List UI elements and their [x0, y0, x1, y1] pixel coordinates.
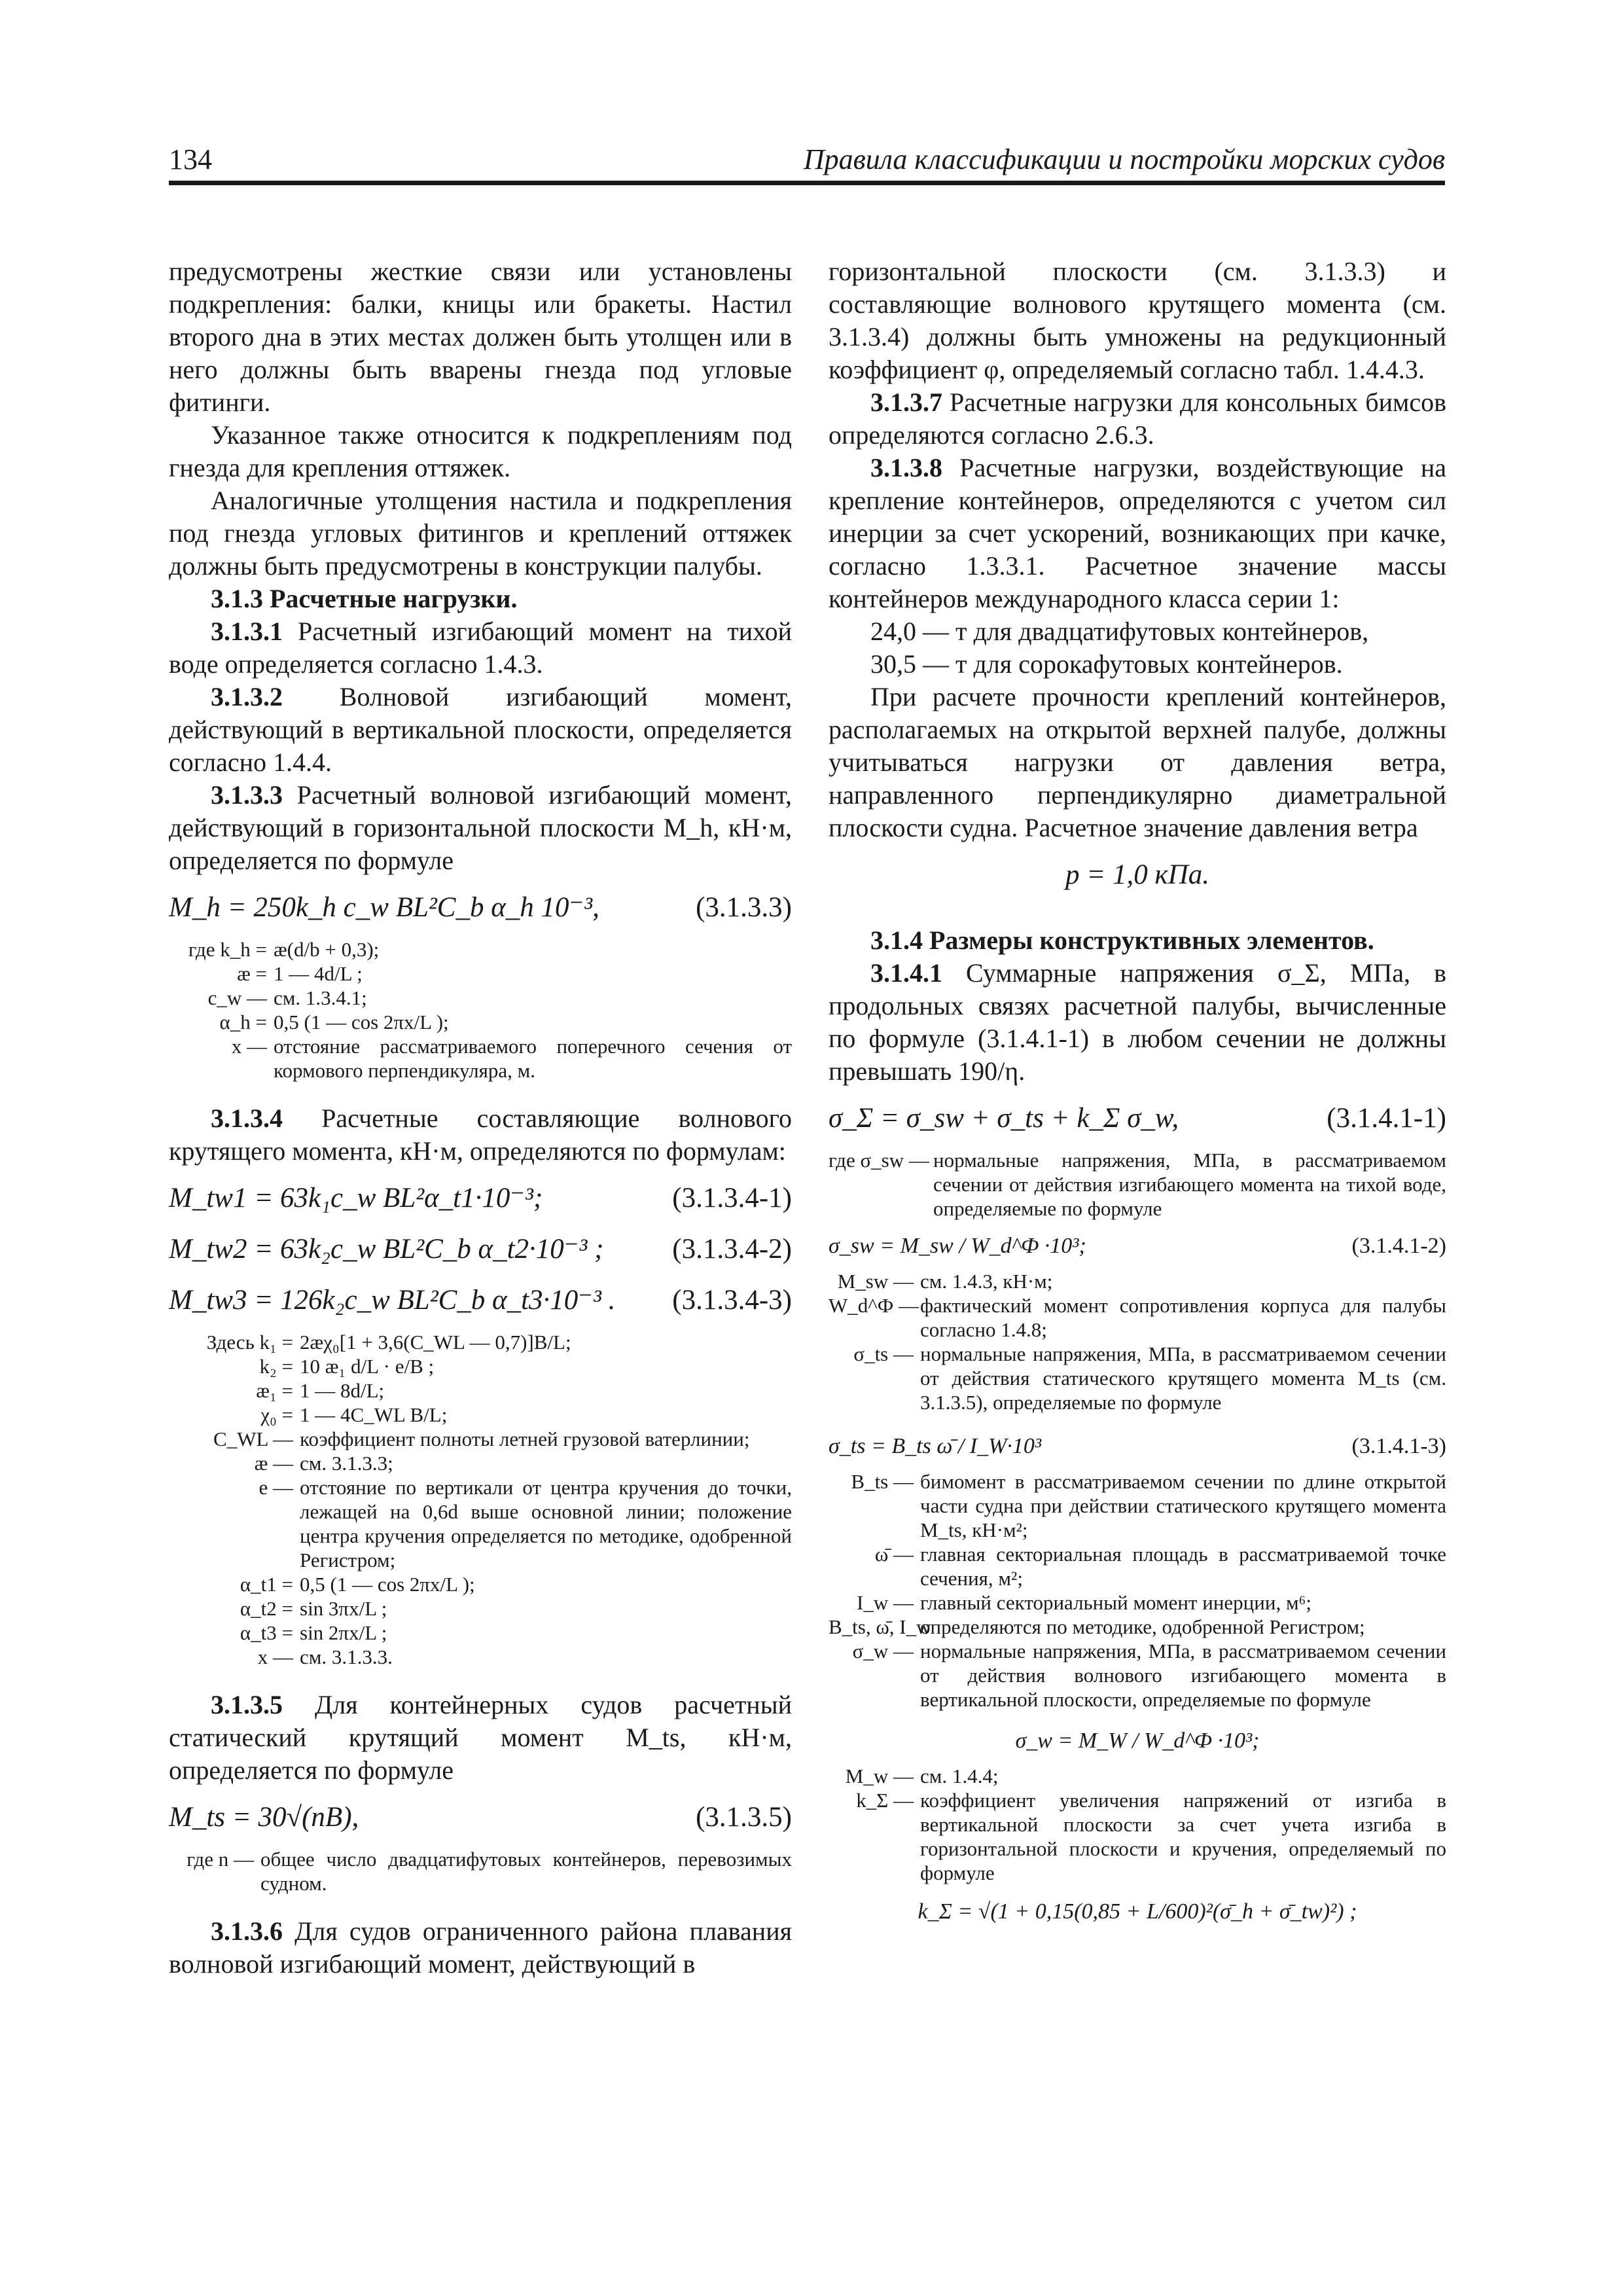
- clause-text: Для судов ограниченного района плавания волновой изгибающий момент, действующий в: [169, 1916, 792, 1979]
- formula-expression: M_ts = 30√(nB),: [169, 1802, 359, 1833]
- definition-row: [829, 1293, 1446, 1342]
- paragraph: предусмотрены жесткие связи или установлены подкрепления: балки, кницы или бракеты. Настил второго дна в этих местах должен быть утолщен или в него должны быть вварены гнезда под угловые фитинги.: [169, 257, 792, 417]
- definition-row: [829, 1788, 1446, 1885]
- clause-number: 3.1.3.7: [870, 387, 942, 417]
- clause-text: Расчетный волновой изгибающий момент, действующий в горизонтальной плоскости M_h, кН·м, определяется по формуле: [169, 780, 792, 875]
- definition-text: 1 — 8d/L;: [300, 1379, 385, 1402]
- formula-number: (3.1.3.3): [696, 892, 792, 923]
- definition-label: æ —: [254, 1452, 293, 1475]
- definition-text: 10 æ₁ d/L · e/B ;: [300, 1355, 435, 1378]
- page-number: 134: [169, 143, 212, 175]
- definition-text: нормальные напряжения, МПа, в рассматриваемом сечении от действия статического крутящего момента M_ts (см. 3.1.3.5), определяемые по формуле: [920, 1342, 1446, 1414]
- definition-row: [829, 1342, 1446, 1414]
- definition-text: 1 — 4d/L ;: [274, 962, 363, 985]
- formula-number: (3.1.3.4-3): [672, 1285, 792, 1316]
- clause-text: Расчетный изгибающий момент на тихой воде определяется согласно 1.4.3.: [169, 617, 792, 679]
- clause-text: Суммарные напряжения σ_Σ, МПа, в продольных связях расчетной палубы, вычисленные по формуле (3.1.4.1-1) в любом сечении не должны превышать 190/η.: [829, 958, 1446, 1086]
- clause-number: 3.1.3.6: [211, 1916, 283, 1946]
- definition-row: [169, 1572, 792, 1596]
- definition-label: W_d^Ф —: [829, 1294, 919, 1317]
- definition-text: фактический момент сопротивления корпуса для палубы согласно 1.4.8;: [920, 1294, 1446, 1341]
- definition-label: σ_ts —: [853, 1342, 914, 1365]
- clause-text: Расчетные составляющие волнового крутящего момента, кН·м, определяются по формулам:: [169, 1103, 792, 1166]
- definition-label: c_w —: [207, 986, 267, 1009]
- definition-text: 2æχ₀[1 + 3,6(C_WL — 0,7)]B/L;: [300, 1331, 571, 1354]
- definitions-final: [829, 1764, 1446, 1885]
- definition-row: [169, 1378, 792, 1403]
- definition-row: [169, 1645, 792, 1669]
- definition-label: M_sw —: [837, 1270, 914, 1293]
- formula-3-1-4-1-2: [829, 1230, 1446, 1263]
- definition-label: σ_w —: [852, 1640, 914, 1662]
- formula-expression: M_h = 250k_h c_w BL²C_b α_h 10⁻³,: [169, 892, 599, 923]
- section-heading: [829, 924, 1446, 957]
- definition-row: [169, 1475, 792, 1572]
- clause-3-1-3-2: [169, 681, 792, 779]
- formula-expression: M_tw3 = 126k₂c_w BL²C_b α_t3·10⁻³ .: [169, 1285, 616, 1316]
- definition-row: [169, 1596, 792, 1621]
- definition-text: 0,5 (1 — cos 2πx/L );: [300, 1573, 475, 1596]
- definitions-3-1-4-1-3: [829, 1469, 1446, 1712]
- formula-expression: σ_w = M_W / W_d^Ф ·10³;: [1015, 1729, 1260, 1753]
- definition-row: [829, 1590, 1446, 1615]
- formula-3-1-3-5: [169, 1797, 792, 1838]
- definition-text: sin 3πx/L ;: [300, 1597, 387, 1620]
- formula-3-1-4-1-1: [829, 1098, 1446, 1139]
- definition-row: [829, 1148, 1446, 1221]
- definition-label: χ₀ =: [260, 1403, 293, 1426]
- definition-row: [169, 1847, 792, 1895]
- formula-3-1-3-3: [169, 888, 792, 928]
- formula-sigma-w: [829, 1725, 1446, 1757]
- definition-text: отстояние рассматриваемого поперечного сечения от кормового перпендикуляра, м.: [274, 1035, 792, 1082]
- clause-text: Для контейнерных судов расчетный статический крутящий момент M_ts, кН·м, определяется по формуле: [169, 1690, 792, 1785]
- definition-label: x —: [231, 1035, 267, 1058]
- definition-row: [169, 1621, 792, 1645]
- formula-k-sigma: [829, 1895, 1446, 1928]
- definition-text: sin 2πx/L ;: [300, 1621, 387, 1644]
- definition-row: [829, 1269, 1446, 1293]
- paragraph: Аналогичные утолщения настила и подкрепления под гнезда угловых фитингов и креплений оттяжек должны быть предусмотрены в конструкции палубы.: [169, 486, 792, 581]
- definition-row: [169, 986, 792, 1010]
- definition-text: æ(d/b + 0,3);: [274, 938, 380, 961]
- definition-text: отстояние по вертикали от центра кручения до точки, лежащей на 0,6d выше основной линии; положение центра кручения определяется по методике, одобренной Регистром;: [300, 1476, 792, 1571]
- definition-label: e —: [259, 1476, 293, 1499]
- definition-label: где σ_sw —: [829, 1149, 929, 1172]
- formula-number: (3.1.4.1-3): [1351, 1434, 1446, 1458]
- section-heading: [169, 583, 792, 615]
- definition-label: k_Σ —: [856, 1789, 914, 1812]
- definition-text: 1 — 4C_WL B/L;: [300, 1403, 448, 1426]
- definition-label: C_WL —: [213, 1427, 293, 1450]
- clause-number: 3.1.3.4: [211, 1103, 283, 1133]
- definition-label: B_ts —: [851, 1470, 914, 1493]
- formula-expression: M_tw1 = 63k₁c_w BL²α_t1·10⁻³;: [169, 1183, 543, 1213]
- definition-row: [169, 961, 792, 986]
- paragraph: горизонтальной плоскости (см. 3.1.3.3) и составляющие волнового крутящего момента (см. 3.1.3.4) должны быть умножены на редукционный коэффициент φ, определяемый согласно табл. 1.4.4.3.: [829, 257, 1446, 384]
- definition-row: [169, 1010, 792, 1034]
- mass-value-20ft: 24,0 — т для двадцатифутовых контейнеров,: [870, 617, 1369, 646]
- clause-3-1-3-1: [169, 615, 792, 681]
- paragraph: Указанное также относится к подкреплениям под гнезда для крепления оттяжек.: [169, 420, 792, 482]
- clause-number: 3.1.4.1: [870, 958, 942, 988]
- formula-expression: σ_Σ = σ_sw + σ_ts + k_Σ σ_w,: [829, 1103, 1179, 1134]
- definition-text: бимомент в рассматриваемом сечении по длине открытой части судна при действии статического крутящего момента M_ts, кН·м²;: [920, 1470, 1446, 1541]
- clause-number: 3.1.3.5: [211, 1690, 283, 1719]
- definition-row: [169, 1330, 792, 1354]
- definition-label: x —: [257, 1645, 293, 1668]
- formula-number: (3.1.3.4-1): [672, 1183, 792, 1213]
- clause-text: Расчетные нагрузки, воздействующие на крепление контейнеров, определяются с учетом сил инерции за счет ускорений, возникающих при качке, согласно 1.3.3.1. Расчетное значение массы контейнеров международного класса серии 1:: [829, 453, 1446, 613]
- clause-number: 3.1.3.3: [211, 780, 283, 810]
- definition-text: см. 1.4.3, кН·м;: [920, 1270, 1053, 1293]
- definition-text: общее число двадцатифутовых контейнеров, перевозимых судном.: [260, 1848, 792, 1895]
- clause-text: Волновой изгибающий момент, действующий в вертикальной плоскости, определяется согласно 1.4.4.: [169, 682, 792, 777]
- definition-label: где n —: [187, 1848, 254, 1871]
- formula-expression: k_Σ = √(1 + 0,15(0,85 + L/600)²(σ̄_h + σ̄_tw)²) ;: [918, 1899, 1357, 1924]
- definition-text: нормальные напряжения, МПа, в рассматриваемом сечении от действия изгибающего момента на тихой воде, определяемые по формуле: [933, 1149, 1446, 1220]
- clause-3-1-3-5: [169, 1689, 792, 1787]
- definitions-3-1-3-5: [169, 1847, 792, 1895]
- definition-row: [829, 1542, 1446, 1590]
- clause-3-1-3-8: [829, 452, 1446, 615]
- clause-number: 3.1.3.1: [211, 617, 283, 646]
- definition-row: [169, 1034, 792, 1083]
- clause-number: 3.1.3.8: [870, 453, 942, 482]
- formula-3-1-4-1-3: [829, 1430, 1446, 1463]
- definitions-sigma-sw: [829, 1148, 1446, 1221]
- formula-3-1-3-4-3: [169, 1280, 792, 1321]
- definition-text: определяются по методике, одобренной Регистром;: [920, 1615, 1365, 1638]
- formula-expression: σ_sw = M_sw / W_d^Ф ·10³;: [829, 1234, 1086, 1258]
- definition-row: [169, 1427, 792, 1451]
- heading-text: 3.1.4 Размеры конструктивных элементов.: [870, 925, 1374, 955]
- clause-3-1-3-4: [169, 1102, 792, 1168]
- definition-text: см. 3.1.3.3.: [300, 1645, 393, 1668]
- clause-number: 3.1.3.2: [211, 682, 283, 711]
- definition-label: ω̄ —: [874, 1543, 914, 1566]
- definition-row: [829, 1615, 1446, 1639]
- definitions-3-1-3-4: [169, 1330, 792, 1669]
- formula-number: (3.1.3.5): [696, 1802, 792, 1833]
- definition-row: [829, 1469, 1446, 1542]
- definitions-3-1-3-3: [169, 937, 792, 1083]
- definition-label: α_t1 =: [240, 1573, 293, 1596]
- definition-label: Здесь k₁ =: [206, 1331, 293, 1354]
- header-rule: [169, 181, 1445, 185]
- definition-label: α_t3 =: [240, 1621, 293, 1644]
- formula-expression: p = 1,0 кПа.: [1065, 859, 1209, 890]
- formula-expression: M_tw2 = 63k₂c_w BL²C_b α_t2·10⁻³ ;: [169, 1234, 604, 1265]
- definition-text: главная секториальная площадь в рассматриваемой точке сечения, м²;: [920, 1543, 1446, 1590]
- definition-row: [829, 1764, 1446, 1788]
- clause-3-1-3-7: [829, 386, 1446, 452]
- definition-text: главный секториальный момент инерции, м⁶;: [920, 1591, 1311, 1614]
- definition-label: I_w —: [857, 1591, 914, 1614]
- right-column: [829, 255, 1446, 1935]
- definition-row: [169, 1354, 792, 1378]
- formula-3-1-3-4-2: [169, 1229, 792, 1270]
- definition-text: см. 1.4.4;: [920, 1765, 999, 1787]
- clause-3-1-3-3: [169, 779, 792, 877]
- formula-3-1-3-4-1: [169, 1178, 792, 1219]
- definition-text: см. 1.3.4.1;: [274, 986, 367, 1009]
- heading-text: 3.1.3 Расчетные нагрузки.: [211, 584, 518, 613]
- clause-text: Расчетные нагрузки для консольных бимсов определяются согласно 2.6.3.: [829, 387, 1446, 450]
- formula-number: (3.1.4.1-1): [1327, 1103, 1446, 1134]
- definition-label: æ =: [237, 962, 267, 985]
- definition-text: коэффициент увеличения напряжений от изгиба в вертикальной плоскости за счет учета изгиба в горизонтальной плоскости и кручения, определяемый по формуле: [920, 1789, 1446, 1884]
- definition-label: M_w —: [845, 1765, 914, 1787]
- paragraph: При расчете прочности креплений контейнеров, располагаемых на открытой верхней палубе, должны учитываться нагрузки от давления ветра, направленного перпендикулярно диаметральной плоскости судна. Расчетное значение давления ветра: [829, 682, 1446, 842]
- left-column: [169, 255, 792, 1981]
- definition-row: [169, 1451, 792, 1475]
- clause-3-1-4-1: [829, 957, 1446, 1088]
- mass-value-40ft: 30,5 — т для сорокафутовых контейнеров.: [870, 649, 1343, 679]
- definition-row: [829, 1639, 1446, 1712]
- clause-3-1-3-6: [169, 1915, 792, 1981]
- definition-text: см. 3.1.3.3;: [300, 1452, 393, 1475]
- definition-label: α_t2 =: [240, 1597, 293, 1620]
- definition-label: B_ts, ω̄, I_w: [829, 1615, 931, 1638]
- definition-label: α_h =: [219, 1011, 267, 1033]
- definition-label: где k_h =: [188, 938, 267, 961]
- running-title: Правила классификации и постройки морских судов: [803, 143, 1445, 175]
- definition-text: коэффициент полноты летней грузовой ватерлинии;: [300, 1427, 750, 1450]
- formula-expression: σ_ts = B_ts ω̄ / I_W·10³: [829, 1434, 1042, 1458]
- definition-row: [169, 1403, 792, 1427]
- formula-number: (3.1.4.1-2): [1351, 1234, 1446, 1258]
- definitions-3-1-4-1-2: [829, 1269, 1446, 1414]
- definition-text: нормальные напряжения, МПа, в рассматриваемом сечении от действия волнового изгибающего момента в вертикальной плоскости, определяемые по формуле: [920, 1640, 1446, 1711]
- definition-label: æ₁ =: [256, 1379, 293, 1402]
- formula-number: (3.1.3.4-2): [672, 1234, 792, 1265]
- definition-label: k₂ =: [259, 1355, 293, 1378]
- formula-wind-pressure: [829, 855, 1446, 895]
- definition-text: 0,5 (1 — cos 2πx/L );: [274, 1011, 449, 1033]
- definition-row: [169, 937, 792, 961]
